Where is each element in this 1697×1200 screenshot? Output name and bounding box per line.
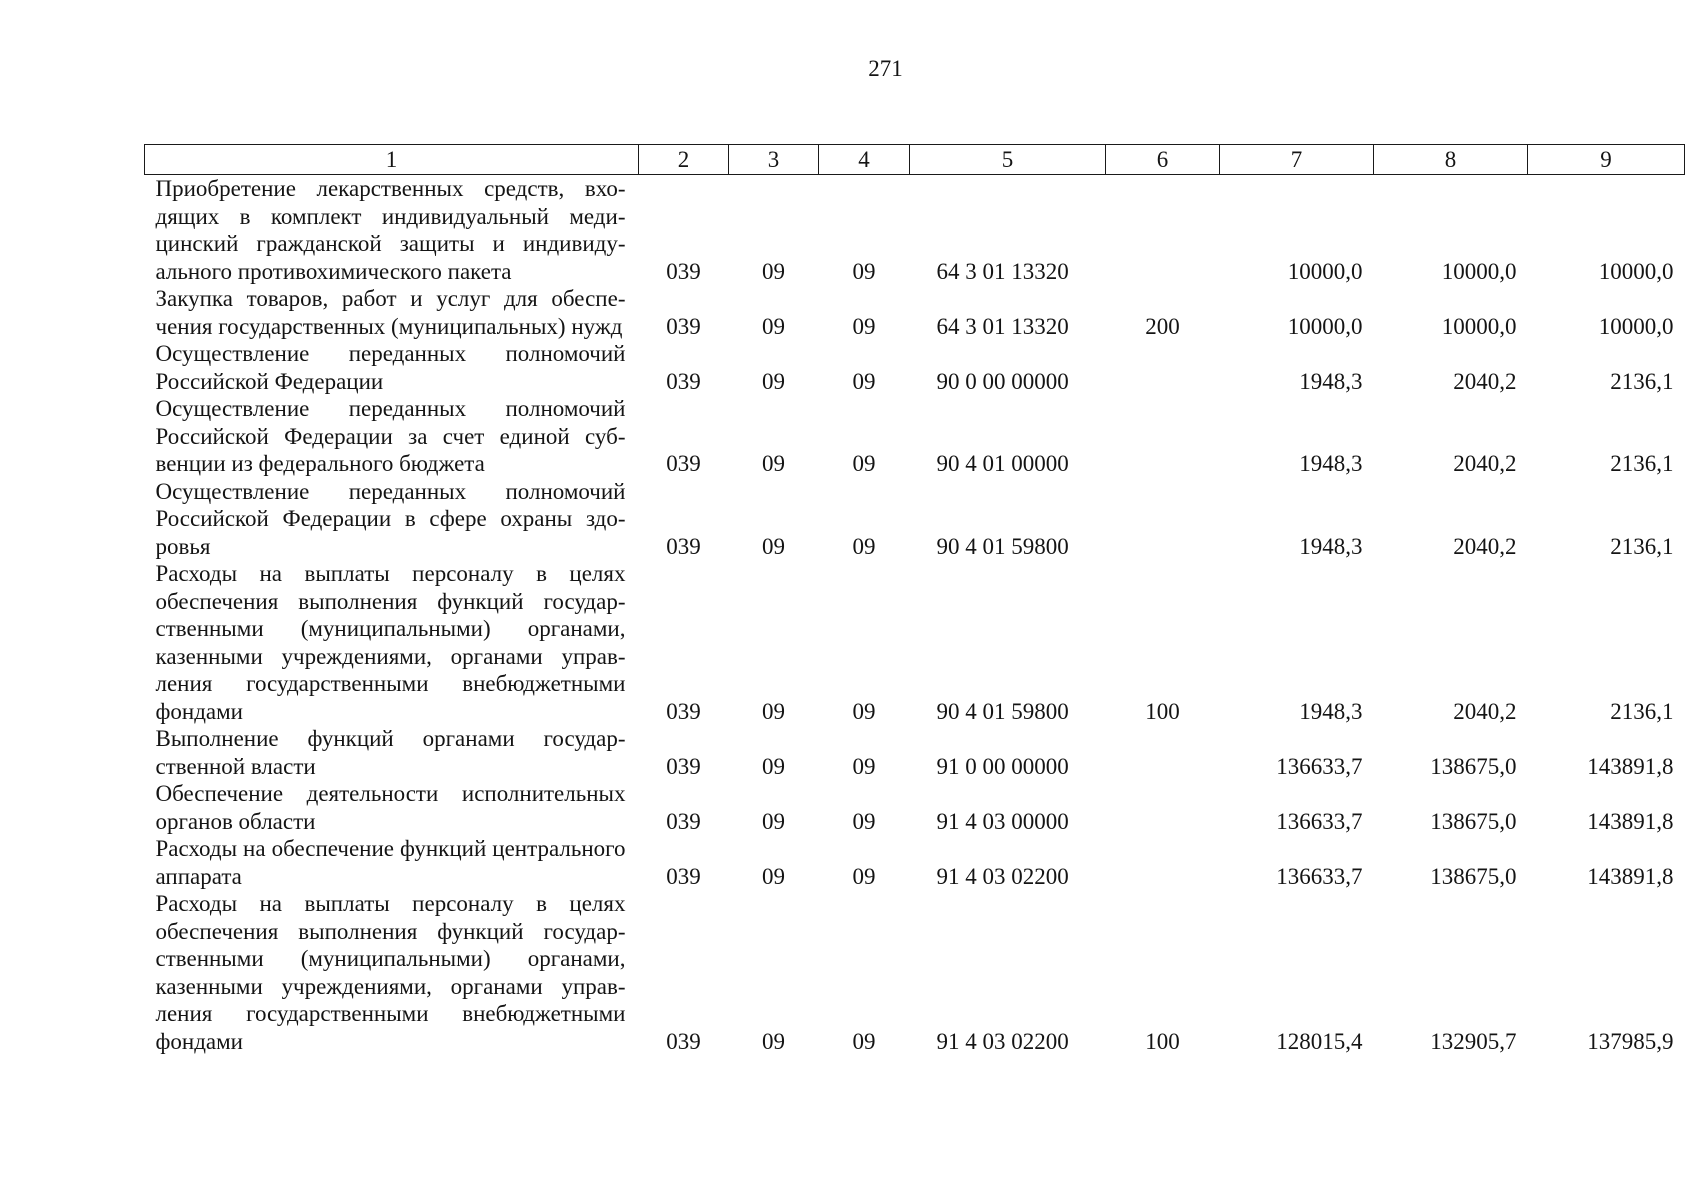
amount-year-1: 1948,3 [1299,368,1363,394]
table-row [145,478,1685,561]
table-row [145,725,1685,780]
target-article-code: 91 4 03 02200 [936,1028,1069,1054]
ministry-code: 039 [666,863,701,889]
table-row [145,780,1685,835]
target-article-code: 90 4 01 00000 [936,451,1069,476]
section-code: 09 [762,753,785,779]
table-row [145,560,1685,725]
budget-table [144,144,1685,1055]
amount-year-2: 10000,0 [1441,258,1517,284]
amount-year-3: 10000,0 [1598,313,1674,339]
target-article-code: 90 4 01 59800 [936,533,1069,559]
row-name: Выполнение функций органами государственной власти [155,726,626,779]
subsection-code: 09 [852,451,876,476]
amount-year-1: 10000,0 [1287,258,1363,284]
amount-year-3: 2136,1 [1610,533,1674,559]
target-article-code: 91 4 03 00000 [936,808,1069,834]
amount-year-2: 138675,0 [1430,863,1517,889]
column-header: 8 [1374,145,1528,175]
amount-year-3: 2136,1 [1610,451,1674,476]
subsection-code: 09 [852,368,876,394]
subsection-code: 09 [852,698,876,724]
expense-type-code [1106,340,1220,395]
ministry-code: 039 [666,1028,701,1054]
column-header: 2 [639,145,729,175]
target-article-code: 90 4 01 59800 [936,698,1069,724]
table-row [145,890,1685,1055]
column-header: 1 [145,145,639,175]
amount-year-1: 1948,3 [1299,533,1363,559]
expense-type-code [1106,175,1220,286]
subsection-code: 09 [852,258,876,284]
column-header: 5 [910,145,1106,175]
amount-year-1: 136633,7 [1276,753,1363,779]
column-header: 9 [1528,145,1685,175]
amount-year-2: 2040,2 [1453,451,1517,476]
ministry-code: 039 [666,313,701,339]
subsection-code: 09 [852,313,876,339]
subsection-code: 09 [852,533,876,559]
table-row [145,395,1685,478]
section-code: 09 [762,368,785,394]
amount-year-2: 132905,7 [1430,1028,1517,1054]
subsection-code: 09 [852,753,876,779]
section-code: 09 [762,808,785,834]
column-header: 6 [1106,145,1220,175]
row-name: Осуществление переданных полномочий Российской Федерации за счет единой субвенции из федерального бюджета [155,396,626,476]
table-row [145,340,1685,395]
amount-year-2: 138675,0 [1430,753,1517,779]
expense-type-code [1106,725,1220,780]
target-article-code: 91 0 00 00000 [936,753,1069,779]
section-code: 09 [762,1028,785,1054]
section-code: 09 [762,313,785,339]
row-name: Обеспечение деятельности исполнительных органов области [155,781,626,834]
amount-year-3: 143891,8 [1587,808,1674,834]
table-row [145,285,1685,340]
expense-type-code: 100 [1145,1028,1180,1054]
row-name: Расходы на выплаты персоналу в целях обеспечения выполнения функций государственными (муниципальными) органами, казенными учреждениями, органами управления государственными внебюджетными фондами [155,561,626,724]
subsection-code: 09 [852,863,876,889]
column-header: 3 [729,145,819,175]
amount-year-1: 1948,3 [1299,451,1363,476]
ministry-code: 039 [666,451,701,476]
amount-year-2: 2040,2 [1453,698,1517,724]
section-code: 09 [762,698,785,724]
amount-year-1: 136633,7 [1276,808,1363,834]
expense-type-code [1106,835,1220,890]
expense-type-code [1106,780,1220,835]
target-article-code: 90 0 00 00000 [936,368,1069,394]
amount-year-1: 136633,7 [1276,863,1363,889]
row-name: Расходы на выплаты персоналу в целях обеспечения выполнения функций государственными (муниципальными) органами, казенными учреждениями, органами управления государственными внебюджетными фондами [155,891,626,1054]
row-name: Осуществление переданных полномочий Российской Федерации в сфере охраны здоровья [155,478,626,559]
row-name: Расходы на обеспечение функций центрального аппарата [155,836,626,889]
row-name: Осуществление переданных полномочий Российской Федерации [155,341,626,394]
subsection-code: 09 [852,808,876,834]
amount-year-3: 2136,1 [1610,368,1674,394]
ministry-code: 039 [666,368,701,394]
amount-year-3: 10000,0 [1598,258,1674,284]
section-code: 09 [762,258,785,284]
expense-type-code [1106,395,1220,478]
subsection-code: 09 [852,1028,876,1054]
expense-type-code: 100 [1145,698,1180,724]
amount-year-3: 143891,8 [1587,863,1674,889]
header-row [145,145,1685,175]
amount-year-1: 10000,0 [1287,313,1363,339]
ministry-code: 039 [666,258,701,284]
amount-year-3: 143891,8 [1587,753,1674,779]
amount-year-2: 2040,2 [1453,368,1517,394]
amount-year-2: 2040,2 [1453,533,1517,559]
target-article-code: 64 3 01 13320 [936,258,1069,284]
section-code: 09 [762,451,785,476]
row-name: Закупка товаров, работ и услуг для обеспечения государственных (муниципальных) нужд [155,286,626,339]
amount-year-3: 2136,1 [1610,698,1674,724]
ministry-code: 039 [666,753,701,779]
amount-year-1: 128015,4 [1276,1028,1363,1054]
table-body [145,175,1685,1056]
amount-year-2: 10000,0 [1441,313,1517,339]
section-code: 09 [762,533,785,559]
amount-year-1: 1948,3 [1299,698,1363,724]
ministry-code: 039 [666,698,701,724]
expense-type-code: 200 [1145,313,1180,339]
section-code: 09 [762,863,785,889]
target-article-code: 91 4 03 02200 [936,863,1069,889]
amount-year-2: 138675,0 [1430,808,1517,834]
column-header: 4 [819,145,910,175]
table-row [145,175,1685,286]
expense-type-code [1106,478,1220,561]
ministry-code: 039 [666,533,701,559]
column-header: 7 [1220,145,1374,175]
ministry-code: 039 [666,808,701,834]
amount-year-3: 137985,9 [1587,1028,1674,1054]
page-number: 271 [868,56,903,81]
row-name: Приобретение лекарственных средств, входящих в комплект индивидуальный медицинский гражданской защиты и индивидуального противохимического пакета [155,176,626,284]
target-article-code: 64 3 01 13320 [936,313,1069,339]
table-row [145,835,1685,890]
